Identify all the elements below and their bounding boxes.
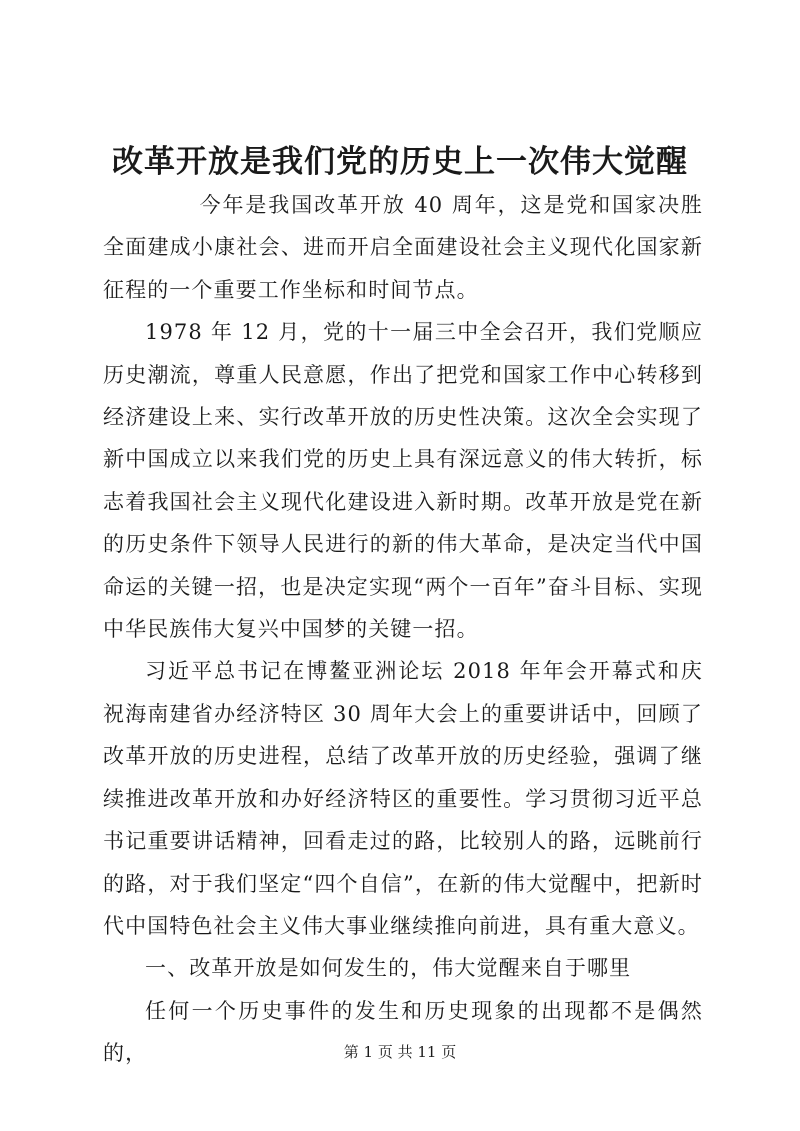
document-body [103,184,703,1075]
page-number-footer: 第 1 页 共 11 页 [343,1043,457,1061]
paragraph-1978-plenum: 1978 年 12 月，党的十一届三中全会召开，我们党顺应历史潮流，尊重人民意愿，作出了把党和国家工作中心转移到经济建设上来、实行改革开放的历史性决策。这次全会实现了新中国成立以来我们党的历史上具有深远意义的伟大转折，标志着我国社会主义现代化建设进入新时期。改革开放是党在新的历史条件下领导人民进行的新的伟大革命，是决定当代中国命运的关键一招，也是决定实现“两个一百年”奋斗目标、实现中华民族伟大复兴中国梦的关键一招。 [103,320,703,642]
paragraph-section-1-start: 任何一个历史事件的发生和历史现象的出现都不是偶然的， [103,998,703,1066]
paragraph-boao-speech: 习近平总书记在博鳌亚洲论坛 2018 年年会开幕式和庆祝海南建省办经济特区 30 周年大会上的重要讲话中，回顾了改革开放的历史进程，总结了改革开放的历史经验，强调了继续推进改革开放和办好经济特区的重要性。学习贯彻习近平总书记重要讲话精神，回看走过的路，比较别人的路，远眺前行的路，对于我们坚定“四个自信”，在新的伟大觉醒中，把新时代中国特色社会主义伟大事业继续推向前进，具有重大意义。 [103,659,703,938]
section-heading-1: 一、改革开放是如何发生的，伟大觉醒来自于哪里 [145,956,632,981]
paragraph-intro: 今年是我国改革开放 40 周年，这是党和国家决胜全面建成小康社会、进而开启全面建设社会主义现代化国家新征程的一个重要工作坐标和时间节点。 [103,193,703,302]
document-title: 改革开放是我们党的历史上一次伟大觉醒 [112,144,688,180]
